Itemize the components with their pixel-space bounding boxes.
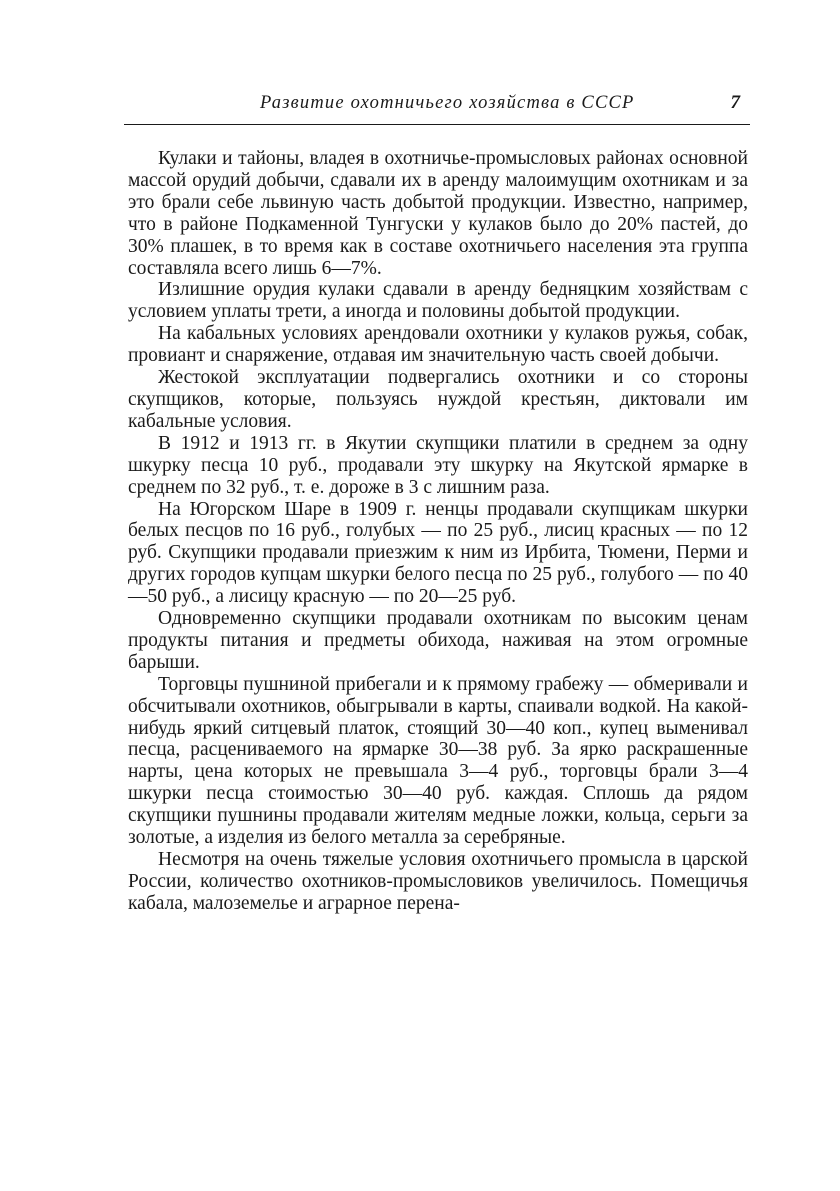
- paragraph: Одновременно скупщики продавали охотникам по высоким ценам продукты питания и предметы обихода, наживая на этом огромные барыши.: [128, 608, 748, 673]
- header-title: Развитие охотничьего хозяйства в СССР: [260, 93, 635, 113]
- paragraph: Кулаки и тайоны, владея в охотничье-промысловых районах основной массой орудий добычи, сдавали их в аренду малоимущим охотникам и за это брали себе львиную часть добытой продукции. Известно, например, что в районе Подкаменной Тунгуски у кулаков было до 20% пастей, до 30% плашек, в то время как в составе охотничьего населения эта группа составляла всего лишь 6—7%.: [128, 148, 748, 279]
- page-number: 7: [730, 92, 740, 113]
- paragraph: Торговцы пушниной прибегали и к прямому грабежу — обмеривали и обсчитывали охотников, обыгрывали в карты, спаивали водкой. На какой-нибудь яркий ситцевый платок, стоящий 30—40 коп., купец выменивал песца, расцениваемого на ярмарке 30—38 руб. За ярко раскрашенные нарты, цена которых не превышала 3—4 руб., торговцы брали 3—4 шкурки песца стоимостью 30—40 руб. каждая. Сплошь да рядом скупщики пушнины продавали жителям медные ложки, кольца, серьги за золотые, а изделия из белого металла за серебряные.: [128, 673, 748, 849]
- paragraph: На кабальных условиях арендовали охотники у кулаков ружья, собак, провиант и снаряжение, отдавая им значительную часть своей добычи.: [128, 323, 748, 367]
- paragraph: На Югорском Шаре в 1909 г. ненцы продавали скупщикам шкурки белых песцов по 16 руб., голубых — по 25 руб., лисиц красных — по 12 руб. Скупщики продавали приезжим к ним из Ирбита, Тюмени, Перми и других городов купцам шкурки белого песца по 25 руб., голубого — по 40—50 руб., а лисицу красную — по 20—25 руб.: [128, 498, 748, 608]
- paragraph: Несмотря на очень тяжелые условия охотничьего промысла в царской России, количество охотников-промысловиков увеличилось. Помещичья кабала, малоземелье и аграрное перена-: [128, 849, 748, 914]
- paragraph: В 1912 и 1913 гг. в Якутии скупщики платили в среднем за одну шкурку песца 10 руб., продавали эту шкурку на Якутской ярмарке в среднем по 32 руб., т. е. дороже в 3 с лишним раза.: [128, 432, 748, 498]
- running-header: [124, 92, 750, 125]
- text-body: [128, 148, 748, 915]
- paragraph: Жестокой эксплуатации подвергались охотники и со стороны скупщиков, которые, пользуясь нуждой крестьян, диктовали им кабальные условия.: [128, 367, 748, 432]
- paragraph: Излишние орудия кулаки сдавали в аренду бедняцким хозяйствам с условием уплаты трети, а иногда и половины добытой продукции.: [128, 279, 748, 323]
